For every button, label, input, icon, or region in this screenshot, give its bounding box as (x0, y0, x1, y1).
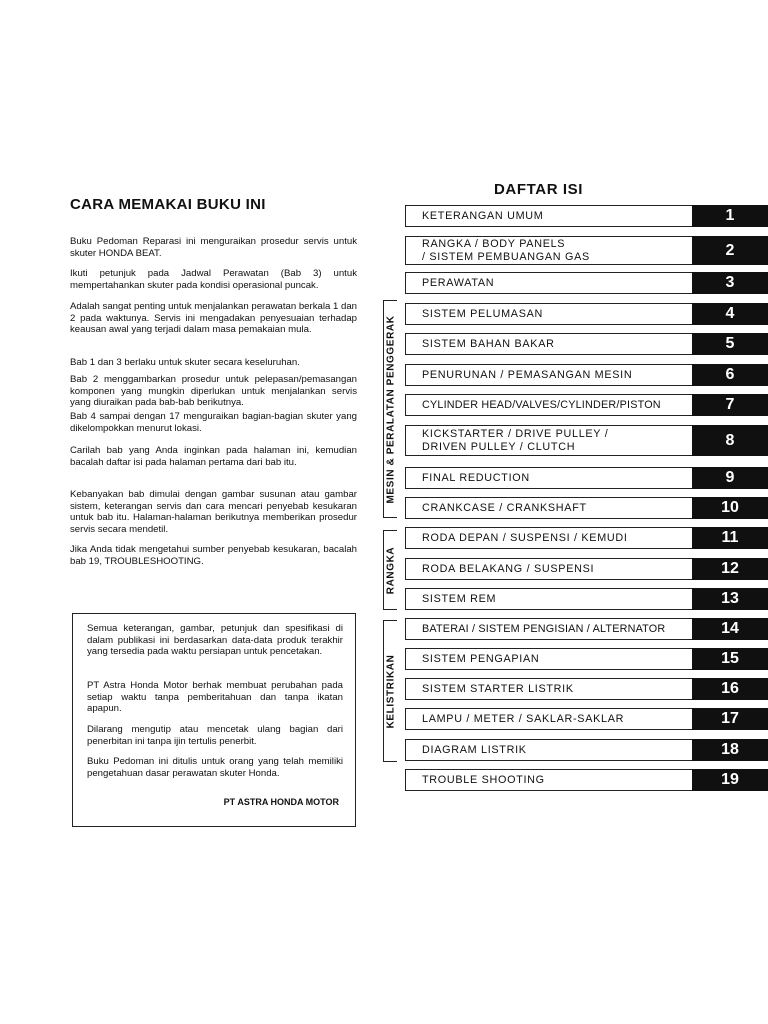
intro-paragraph: Adalah sangat penting untuk menjalankan perawatan berkala 1 dan 2 pada waktunya. Servis ini mengadakan penyesuaian terhadap keausan awal yang terjadi dalam masa pemakaian mula. (70, 301, 357, 336)
chapter-number-tab[interactable]: 8 (692, 425, 768, 456)
toc-entry-label: LAMPU / METER / SAKLAR-SAKLAR (422, 712, 625, 725)
chapter-number-tab[interactable]: 7 (692, 394, 768, 416)
toc-entry-9[interactable] (405, 467, 768, 489)
chapter-number-tab[interactable]: 11 (692, 527, 768, 549)
notice-paragraph: Buku Pedoman ini ditulis untuk orang yang telah memiliki pengetahuan dasar perawatan skuter Honda. (87, 756, 343, 779)
toc-entry-10[interactable] (405, 497, 768, 519)
intro-paragraph: Carilah bab yang Anda inginkan pada halaman ini, kemudian bacalah daftar isi pada halaman pertama dari bab itu. (70, 445, 357, 468)
intro-paragraph: Jika Anda tidak mengetahui sumber penyebab kesukaran, bacalah bab 19, TROUBLESHOOTING. (70, 544, 357, 567)
toc-entry-16[interactable] (405, 678, 768, 700)
toc-entry-label: RODA BELAKANG / SUSPENSI (422, 562, 595, 575)
chapter-number-tab[interactable]: 3 (692, 272, 768, 294)
chapter-number-tab[interactable]: 18 (692, 739, 768, 761)
intro-paragraph: Ikuti petunjuk pada Jadwal Perawatan (Bab 3) untuk mempertahankan skuter pada kondisi operasional puncak. (70, 268, 357, 291)
toc-entry-label: SISTEM PELUMASAN (422, 307, 543, 320)
toc-entry-13[interactable] (405, 588, 768, 610)
intro-paragraph: Kebanyakan bab dimulai dengan gambar susunan atau gambar sistem, keterangan servis dan cara mencari penyebab kesukaran untuk bab itu. Halaman-halaman berikutnya memberikan prosedur servis secara mendetil. (70, 489, 357, 535)
chapter-number-tab[interactable]: 4 (692, 303, 768, 325)
toc-entry-label: SISTEM REM (422, 592, 497, 605)
toc-entry-1[interactable] (405, 205, 768, 227)
toc-entry-11[interactable] (405, 527, 768, 549)
toc-entry-label: PERAWATAN (422, 276, 495, 289)
toc-entry-5[interactable] (405, 333, 768, 355)
chapter-number-tab[interactable]: 12 (692, 558, 768, 580)
toc-entry-17[interactable] (405, 708, 768, 730)
toc-entry-label: CRANKCASE / CRANKSHAFT (422, 501, 587, 514)
chapter-number-tab[interactable]: 19 (692, 769, 768, 791)
chapter-number-tab[interactable]: 10 (692, 497, 768, 519)
chapter-number-tab[interactable]: 16 (692, 678, 768, 700)
toc-entry-3[interactable] (405, 272, 768, 294)
publisher-signature: PT ASTRA HONDA MOTOR (223, 797, 339, 807)
toc-entry-label: FINAL REDUCTION (422, 471, 530, 484)
chapter-number-tab[interactable]: 6 (692, 364, 768, 386)
chapter-number-tab[interactable]: 15 (692, 648, 768, 670)
toc-entry-label: PENURUNAN / PEMASANGAN MESIN (422, 368, 633, 381)
notice-paragraph: Semua keterangan, gambar, petunjuk dan spesifikasi di dalam publikasi ini berdasarkan data-data produk terakhir yang tersedia pada waktu persiapan untuk pencetakan. (87, 623, 343, 658)
toc-entry-6[interactable] (405, 364, 768, 386)
toc-entry-label: TROUBLE SHOOTING (422, 773, 545, 786)
toc-entry-label: SISTEM BAHAN BAKAR (422, 337, 555, 350)
toc-entry-14[interactable] (405, 618, 768, 640)
toc-entry-label: KETERANGAN UMUM (422, 209, 544, 222)
toc-entry-4[interactable] (405, 303, 768, 325)
chapter-number-tab[interactable]: 9 (692, 467, 768, 489)
page-title: CARA MEMAKAI BUKU INI (70, 196, 266, 213)
toc-entry-label: SISTEM PENGAPIAN (422, 652, 540, 665)
toc-title: DAFTAR ISI (494, 181, 584, 198)
intro-paragraph: Buku Pedoman Reparasi ini menguraikan prosedur servis untuk skuter HONDA BEAT. (70, 236, 357, 259)
toc-entry-label: RODA DEPAN / SUSPENSI / KEMUDI (422, 531, 628, 544)
intro-paragraph: Bab 1 dan 3 berlaku untuk skuter secara keseluruhan. (70, 357, 300, 368)
chapter-number-tab[interactable]: 17 (692, 708, 768, 730)
chapter-number-tab[interactable]: 1 (692, 205, 768, 227)
toc-entry-8[interactable] (405, 425, 768, 456)
chapter-number-tab[interactable]: 14 (692, 618, 768, 640)
toc-entry-label: CYLINDER HEAD/VALVES/CYLINDER/PISTON (422, 398, 661, 411)
intro-paragraph: Bab 2 menggambarkan prosedur untuk pelepasan/pemasangan komponen yang mungkin diperlukan untuk menjalankan servis yang diuraikan pada bab-bab berikutnya. (70, 374, 357, 409)
toc-entry-19[interactable] (405, 769, 768, 791)
notice-paragraph: PT Astra Honda Motor berhak membuat perubahan pada setiap waktu tanpa pemberitahuan dan tanpa ikatan apapun. (87, 680, 343, 715)
chapter-number-tab[interactable]: 5 (692, 333, 768, 355)
chapter-number-tab[interactable]: 2 (692, 236, 768, 265)
toc-entry-12[interactable] (405, 558, 768, 580)
intro-paragraph: Bab 4 sampai dengan 17 menguraikan bagian-bagian skuter yang dikelompokkan menurut lokasi. (70, 411, 357, 434)
notice-box (72, 613, 356, 827)
notice-paragraph: Dilarang mengutip atau mencetak ulang bagian dari penerbitan ini tanpa ijin tertulis penerbit. (87, 724, 343, 747)
toc-entry-label: SISTEM STARTER LISTRIK (422, 682, 574, 695)
toc-entry-label: KICKSTARTER / DRIVE PULLEY / DRIVEN PULLEY / CLUTCH (422, 428, 609, 453)
toc-entry-label: BATERAI / SISTEM PENGISIAN / ALTERNATOR (422, 622, 666, 635)
toc-entry-18[interactable] (405, 739, 768, 761)
chapter-number-tab[interactable]: 13 (692, 588, 768, 610)
toc-entry-7[interactable] (405, 394, 768, 416)
toc-entry-2[interactable] (405, 236, 768, 265)
toc-entry-label: RANGKA / BODY PANELS / SISTEM PEMBUANGAN GAS (422, 238, 590, 263)
toc-entry-label: DIAGRAM LISTRIK (422, 743, 527, 756)
toc-entry-15[interactable] (405, 648, 768, 670)
